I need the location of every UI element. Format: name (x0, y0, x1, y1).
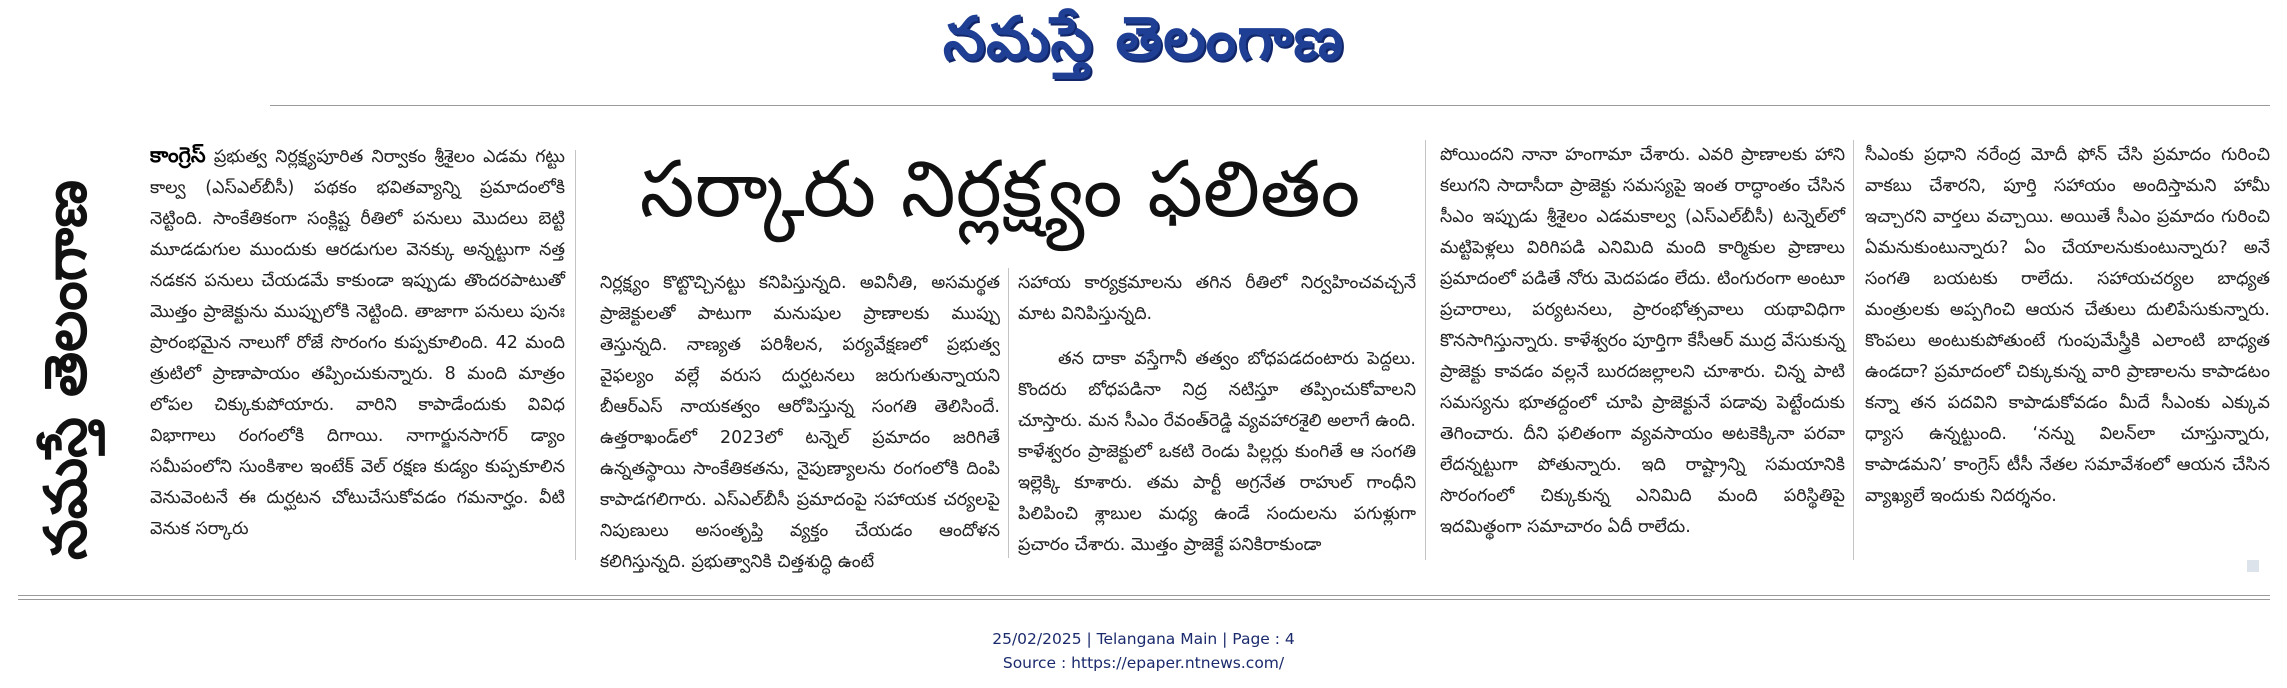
article-column-2 (600, 268, 1000, 578)
bottom-rule-2 (18, 599, 2270, 600)
bottom-rule (18, 595, 2270, 596)
article-column-4 (1440, 140, 1845, 543)
masthead (0, 4, 2287, 88)
column-3-para-2: తన దాకా వస్తేగానీ తత్వం బోధపడదంటారు పెద్దలు. కొందరు బోధపడినా నిద్ర నటిస్తూ తప్పించుకోవాలని చూస్తారు. మన సీఎం రేవంత్‌రెడ్డి వ్యవహారశైలి అలాగే ఉంది. కాళేశ్వరం ప్రాజెక్టులో ఒకటి రెండు పిల్లర్లు కుంగితే ఆ సంగతి ఇల్లెక్కి కూశారు. తమ పార్టీ అగ్రనేత రాహుల్ గాంధీని పిలిపించి శ్లాబుల మధ్య ఉండే సందులను పగుళ్లుగా ప్రచారం చేశారు. మొత్తం ప్రాజెక్టే పనికిరాకుండా (1018, 349, 1416, 555)
column-divider (1425, 140, 1426, 560)
sidebar-logo-text: నమస్తే తెలంగాణ (31, 180, 100, 560)
column-divider (1853, 140, 1854, 560)
footer-line-1: 25/02/2025 | Telangana Main | Page : 4 (992, 630, 1295, 648)
footer-line-2: Source : https://epaper.ntnews.com/ (1002, 654, 1285, 672)
article-column-5 (1865, 140, 2270, 512)
column-3-para-1: సహాయ కార్యక్రమాలను తగిన రీతిలో నిర్వహించవచ్చనే మాట వినిపిస్తున్నది. (1018, 273, 1416, 324)
article-headline: సర్కారు నిర్లక్ష్యం ఫలితం (639, 145, 1361, 235)
column-4-text: పోయిందని నానా హంగామా చేశారు. ఎవరి ప్రాణాలకు హాని కలుగని సాదాసీదా ప్రాజెక్టు సమస్యపై ఇంత రాద్ధాంతం చేసిన సీఎం ఇప్పుడు శ్రీశైలం ఎడమకాల్వ (ఎస్‌ఎల్‌బీసీ) టన్నెల్‌లో మట్టిపెళ్లలు విరిగిపడి ఎనిమిది మంది కార్మికుల ప్రాణాలు ప్రమాదంలో పడితే నోరు మెదపడం లేదు. టింగురంగా అంటూ ప్రచారాలు, పర్యటనలు, ప్రారంభోత్సవాలు యథావిధిగా కొనసాగిస్తున్నారు. కాళేశ్వరం పూర్తిగా కేసీఆర్ ముద్ర వేసుకున్న ప్రాజెక్టు కావడం వల్లనే బురదజల్లాలని చూశారు. చిన్న పాటి సమస్యను భూతద్దంలో చూపి ప్రాజెక్టునే పడావు పెట్టేందుకు తెగించారు. దీని ఫలితంగా వ్యవసాయం అటకెక్కినా పరవా లేదన్నట్టుగా పోతున్నారు. ఇది రాష్ట్రాన్ని సమయానికి సొరంగంలో చిక్కుకున్న ఎనిమిది మంది పరిస్థితిపై ఇదమిత్థంగా సమాచారం ఏదీ రాలేదు. (1440, 145, 1845, 537)
column-divider (575, 150, 576, 560)
top-rule (270, 105, 2270, 106)
column-2-text: నిర్లక్ష్యం కొట్టొచ్చినట్టు కనిపిస్తున్నది. అవినీతి, అసమర్థత ప్రాజెక్టులతో పాటుగా మనుషుల ప్రాణాలకు ముప్పు తెస్తున్నది. నాణ్యత పరిశీలన, పర్యవేక్షణలో ప్రభుత్వ వైఫల్యం వల్లే వరుస దుర్ఘటనలు జరుగుతున్నాయని బీఆర్‌ఎస్ నాయకత్వం ఆరోపిస్తున్న సంగతి తెలిసిందే. ఉత్తరాఖండ్‌లో 2023లో టన్నెల్ ప్రమాదం జరిగితే ఉన్నతస్థాయి సాంకేతికతను, నైపుణ్యాలను రంగంలోకి దింపి కాపాడగలిగారు. ఎస్‌ఎల్‌బీసీ ప్రమాదంపై సహాయక చర్యలపై నిపుణులు అసంతృప్తి వ్యక్తం చేయడం ఆందోళన కలిగిస్తున్నది. ప్రభుత్వానికి చిత్తశుద్ధి ఉంటే (600, 273, 1000, 572)
article-column-1 (150, 140, 565, 545)
column-5-text: సీఎంకు ప్రధాని నరేంద్ర మోదీ ఫోన్ చేసి ప్రమాదం గురించి వాకబు చేశారని, పూర్తి సహాయం అందిస్తామని హామీ ఇచ్చారని వార్తలు వచ్చాయి. అయితే సీఎం ప్రమాదం గురించి ఏమనుకుంటున్నారు? ఏం చేయాలనుకుంటున్నారు? అనే సంగతి బయటకు రాలేదు. సహాయచర్యల బాధ్యత మంత్రులకు అప్పగించి ఆయన చేతులు దులిపేసుకున్నారు. కొంపలు అంటుకుపోతుంటే గుంపుమేస్త్రీకి ఎలాంటి బాధ్యత ఉండదా? ప్రమాదంలో చిక్కుకున్న వారి ప్రాణాలను కాపాడటం కన్నా తన పదవిని కాపాడుకోవడం మీదే సీఎంకు ఎక్కువ ధ్యాస ఉన్నట్టుంది. ‘నన్ను విలన్‌లా చూస్తున్నారు, కాపాడమని’ కాంగ్రెస్ టీసీ నేతల సమావేశంలో ఆయన చేసిన వ్యాఖ్యలే ఇందుకు నిదర్శనం. (1865, 145, 2270, 506)
page-marker (2247, 560, 2259, 572)
masthead-logo: నమస్తే తెలంగాణ (942, 4, 1345, 74)
column-divider (1008, 268, 1009, 558)
sidebar-logo (18, 180, 128, 560)
column-1-text: ప్రభుత్వ నిర్లక్ష్యపూరిత నిర్వాకం శ్రీశైలం ఎడమ గట్టు కాల్వ (ఎస్‌ఎల్‌బీసీ) పథకం భవితవ్యాన్ని ప్రమాదంలోకి నెట్టింది. సాంకేతికంగా సంక్లిష్ట రీతిలో పనులు మొదలు బెట్టి మూడడుగుల ముందుకు ఆరడుగుల వెనక్కు అన్నట్టుగా నత్త నడకన పనులు చేయడమే కాకుండా ఇప్పుడు తొందరపాటుతో మొత్తం ప్రాజెక్టును ముప్పులోకి నెట్టింది. తాజాగా పనులు పునః ప్రారంభమైన నాలుగో రోజే సొరంగం కుప్పకూలింది. 42 మంది త్రుటిలో ప్రాణాపాయం తప్పించుకున్నారు. 8 మంది మాత్రం లోపల చిక్కుకుపోయారు. వారిని కాపాడేందుకు వివిధ విభాగాలు రంగంలోకి దిగాయి. నాగార్జునసాగర్ డ్యాం సమీపంలోని సుంకిశాల ఇంటేక్ వెల్ రక్షణ కుడ్యం కుప్పకూలిన వెనువెంటనే ఈ దుర్ఘటన చోటుచేసుకోవడం గమనార్హం. వీటి వెనుక సర్కారు (150, 147, 565, 539)
lead-word: కాంగ్రెస్ (150, 143, 206, 167)
article-column-3 (1018, 268, 1416, 561)
